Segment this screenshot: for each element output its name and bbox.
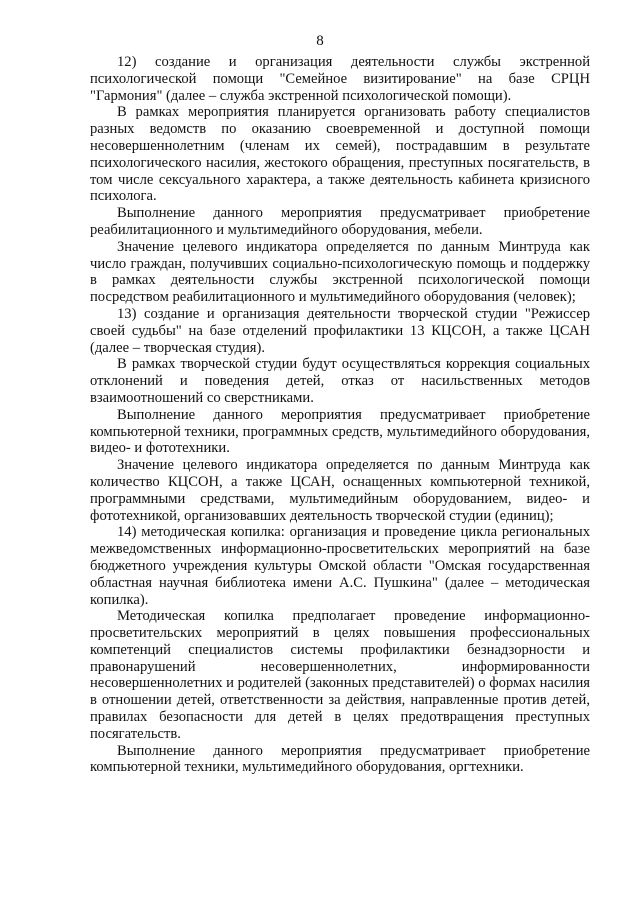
paragraph: Методическая копилка предполагает проведение информационно-просветительских мероприятий в целях повышения профессиональных компетенций специалистов системы профилактики безнадзорности и правонарушений несовершеннолетних, информированности несовершеннолетних и родителей (законных представителей) о формах насилия в отношении детей, ответственности за действия, направленные против детей, правилах безопасности для детей в целях предотвращения преступных посягательств. bbox=[90, 608, 590, 742]
page-number: 8 bbox=[316, 33, 324, 49]
document-body bbox=[90, 54, 590, 776]
paragraph-item-14: 14) методическая копилка: организация и проведение цикла региональных межведомственных информационно-просветительских мероприятий на базе бюджетного учреждения культуры Омской области "Омская государственная областная научная библиотека имени А.С. Пушкина" (далее – методическая копилка). bbox=[90, 524, 590, 608]
paragraph: Значение целевого индикатора определяется по данным Минтруда как количество КЦСОН, а также ЦСАН, оснащенных компьютерной техникой, программными средствами, мультимедийным оборудованием, видео- и фототехникой, организовавших деятельность творческой студии (единиц); bbox=[90, 457, 590, 524]
paragraph: В рамках мероприятия планируется организовать работу специалистов разных ведомств по оказанию своевременной и доступной помощи несовершеннолетним (членам их семей), пострадавшим в результате психологического насилия, жестокого обращения, преступных посягательств, в том числе сексуального характера, а также деятельность кабинета кризисного психолога. bbox=[90, 104, 590, 205]
paragraph-item-12: 12) создание и организация деятельности службы экстренной психологической помощи "Семейное визитирование" на базе СРЦН "Гармония" (далее – служба экстренной психологической помощи). bbox=[90, 54, 590, 104]
paragraph: Значение целевого индикатора определяется по данным Минтруда как число граждан, получивших социально-психологическую помощь и поддержку в рамках деятельности службы экстренной психологической помощи посредством реабилитационного и мультимедийного оборудования (человек); bbox=[90, 238, 590, 306]
paragraph-item-13: 13) создание и организация деятельности творческой студии "Режиссер своей судьбы" на базе отделений профилактики 13 КЦСОН, а также ЦСАН (далее – творческая студия). bbox=[90, 305, 590, 356]
paragraph: Выполнение данного мероприятия предусматривает приобретение компьютерной техники, мультимедийного оборудования, оргтехники. bbox=[90, 742, 590, 776]
paragraph: Выполнение данного мероприятия предусматривает приобретение компьютерной техники, программных средств, мультимедийного оборудования, видео- и фототехники. bbox=[90, 406, 590, 457]
paragraph: Выполнение данного мероприятия предусматривает приобретение реабилитационного и мультимедийного оборудования, мебели. bbox=[90, 205, 590, 238]
paragraph: В рамках творческой студии будут осуществляться коррекция социальных отклонений и поведения детей, отказ от насильственных методов взаимоотношений со сверстниками. bbox=[90, 356, 590, 406]
